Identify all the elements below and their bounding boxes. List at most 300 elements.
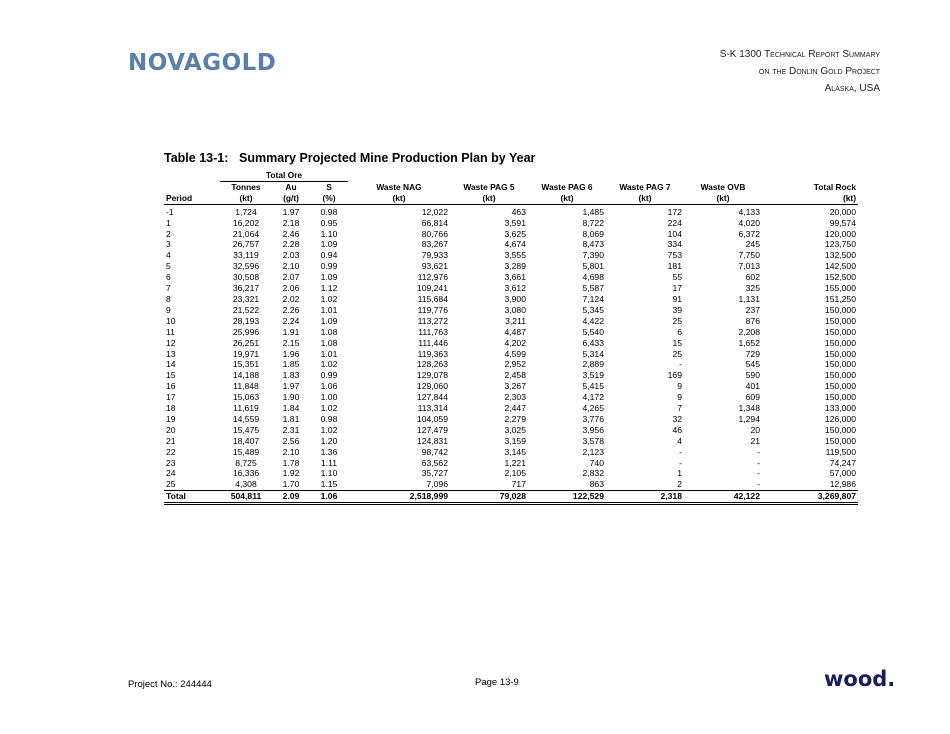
table-row [164,327,858,338]
value-cell: 3,776 [582,413,604,424]
value-cell: 5,801 [582,261,604,272]
value-cell: - [679,446,682,457]
value-cell: 5,587 [582,283,604,294]
value-cell: 2,447 [504,403,526,414]
period-cell: 6 [166,272,171,283]
value-cell: 80,766 [421,228,448,239]
table-row [164,283,858,294]
value-cell: 1.12 [320,283,338,294]
period-cell: 1 [166,217,171,228]
value-cell: 2,208 [738,326,760,337]
value-cell: 6 [677,326,682,337]
value-cell: 1.83 [282,370,300,381]
value-cell: 1.70 [282,479,300,490]
column-name: Waste PAG 6 [541,181,593,192]
column-name: Total Rock [813,181,856,192]
value-cell: 1.02 [320,359,338,370]
value-cell: 127,844 [416,392,448,403]
value-cell: 3,080 [504,304,526,315]
value-cell: 1,348 [738,403,760,414]
period-cell: 2 [166,228,171,239]
page-number: Page 13-9 [475,677,519,688]
value-cell: 0.94 [320,250,338,261]
period-cell: 15 [166,370,176,381]
value-cell: 7 [677,403,682,414]
value-cell: 2.10 [282,261,300,272]
header-row-units [164,193,858,204]
value-cell: 1.08 [320,337,338,348]
value-cell: 132,500 [824,250,856,261]
value-cell: 1.97 [282,206,300,217]
value-cell: 2,518,999 [348,491,450,504]
value-cell: 0.99 [320,370,338,381]
value-cell: 1.78 [282,457,300,468]
value-cell: 1.09 [320,272,338,283]
table-row [164,414,858,425]
value-cell: 6,433 [582,337,604,348]
value-cell: 14,188 [232,370,260,381]
column-unit: (kt) [762,193,858,204]
value-cell: 0.95 [320,217,338,228]
value-cell: 169 [667,370,682,381]
value-cell: 4,487 [504,326,526,337]
value-cell: - [757,446,760,457]
value-cell: 1.00 [320,392,338,403]
value-cell: 55 [672,272,682,283]
table-row [164,370,858,381]
value-cell: 1,485 [582,206,604,217]
value-cell: 28,193 [232,315,260,326]
value-cell: 3,267 [504,381,526,392]
value-cell: 21 [750,435,760,446]
value-cell: 15,063 [232,392,260,403]
value-cell: 2.18 [282,217,300,228]
value-cell: 4,674 [504,239,526,250]
value-cell: 3,159 [504,435,526,446]
value-cell: 2.02 [282,293,300,304]
value-cell: 1.36 [320,446,338,457]
table-title [164,151,535,165]
value-cell: 1.81 [282,413,300,424]
value-cell: 79,933 [421,250,448,261]
period-cell: 17 [166,392,176,403]
value-cell: 79,028 [450,491,528,504]
value-cell: 66,814 [421,217,448,228]
period-cell: 24 [166,468,176,479]
value-cell: 1,221 [504,457,526,468]
value-cell: 4,308 [235,479,257,490]
column-unit: (kt) [450,193,528,204]
value-cell: 113,314 [417,403,448,414]
column-unit: (kt) [606,193,684,204]
value-cell: 122,529 [528,491,606,504]
column-unit: (kt) [684,193,762,204]
value-cell: 602 [745,272,760,283]
novagold-logo: NOVAGOLD [128,50,277,76]
value-cell: 150,000 [824,304,856,315]
value-cell: 115,684 [417,293,448,304]
value-cell: 463 [511,206,526,217]
value-cell: 753 [667,250,682,261]
value-cell: 25 [672,348,682,359]
value-cell: 729 [745,348,760,359]
value-cell: 74,247 [829,457,856,468]
value-cell: 2.31 [282,424,300,435]
value-cell: 142,500 [824,261,856,272]
value-cell: 119,500 [825,446,856,457]
value-cell: 2,279 [504,413,526,424]
value-cell: 3,661 [504,272,526,283]
period-cell: 8 [166,293,171,304]
value-cell: 19,971 [232,348,260,359]
value-cell: 3,025 [504,424,526,435]
value-cell: 15,351 [232,359,260,370]
value-cell: 120,000 [824,228,856,239]
period-cell: 22 [166,446,176,457]
period-cell: 5 [166,261,171,272]
value-cell: 123,750 [824,239,856,250]
value-cell: 150,000 [824,424,856,435]
wood-logo: wood. [824,667,896,691]
value-cell: 7,390 [582,250,604,261]
value-cell: 1,724 [235,206,257,217]
value-cell: - [679,359,682,370]
total-row [164,491,858,504]
value-cell: 104 [667,228,682,239]
value-cell: 1.90 [282,392,300,403]
value-cell: 113,272 [417,315,448,326]
value-cell: 21,522 [232,304,260,315]
period-cell: 14 [166,359,176,370]
value-cell: 4,172 [582,392,604,403]
value-cell: 1 [677,468,682,479]
header-line-3: Alaska, USA [824,83,880,94]
value-cell: 4,133 [738,206,760,217]
value-cell: 91 [672,293,682,304]
value-cell: 127,479 [416,424,448,435]
value-cell: 1.10 [320,468,338,479]
value-cell: 150,000 [824,381,856,392]
value-cell: 111,763 [418,326,448,337]
value-cell: 8,722 [582,217,604,228]
value-cell: 109,241 [416,283,448,294]
column-name: Waste PAG 5 [463,181,515,192]
value-cell: 150,000 [824,348,856,359]
value-cell: 0.98 [320,413,338,424]
period-cell: 11 [166,326,175,337]
value-cell: 717 [511,479,526,490]
table-row [164,479,858,490]
value-cell: 1.09 [320,239,338,250]
value-cell: 1.09 [320,315,338,326]
value-cell: 590 [745,370,760,381]
value-cell: 740 [589,457,604,468]
period-cell: 7 [166,283,171,294]
value-cell: 2,123 [582,446,604,457]
value-cell: 16,336 [232,468,260,479]
value-cell: 2,458 [504,370,526,381]
period-cell: 4 [166,250,171,261]
value-cell: 1.06 [310,491,348,504]
value-cell: 4,698 [582,272,604,283]
value-cell: 5,415 [582,381,604,392]
value-cell: 35,727 [421,468,448,479]
value-cell: 9 [677,392,682,403]
value-cell: 5,345 [582,304,604,315]
value-cell: 1.01 [320,304,338,315]
value-cell: 150,000 [824,337,856,348]
value-cell: 1.02 [320,424,338,435]
value-cell: 8,473 [582,239,604,250]
value-cell: 39 [672,304,682,315]
value-cell: 20,000 [829,206,856,217]
period-cell: 25 [166,479,176,490]
column-unit: (kt) [348,193,450,204]
project-number: Project No.: 244444 [128,679,212,690]
value-cell: 2 [677,479,682,490]
value-cell: 3,145 [504,446,526,457]
period-cell: 18 [166,403,176,414]
value-cell: 25,996 [232,326,260,337]
value-cell: 33,119 [233,250,259,261]
table-row [164,436,858,447]
value-cell: 4,202 [504,337,526,348]
value-cell: 98,742 [421,446,448,457]
value-cell: 3,956 [582,424,604,435]
value-cell: 1.20 [320,435,338,446]
header-line-2: on the Donlin Gold Project [758,66,880,77]
column-unit: (kt) [220,193,272,204]
value-cell: 2,105 [504,468,526,479]
value-cell: 17 [672,283,682,294]
value-cell: 26,251 [232,337,260,348]
table-row [164,447,858,458]
value-cell: 1.10 [320,228,338,239]
table-row [164,359,858,370]
value-cell: 32,596 [232,261,260,272]
period-cell: 19 [166,413,176,424]
value-cell: 2.03 [282,250,300,261]
value-cell: 504,811 [220,491,272,504]
table-row [164,468,858,479]
table-row [164,338,858,349]
value-cell: 1,131 [738,293,760,304]
value-cell: 124,831 [416,435,448,446]
value-cell: 1.97 [282,381,300,392]
value-cell: 0.98 [320,206,338,217]
value-cell: 3,289 [504,261,526,272]
total-ore-group-header: Total Ore [220,170,348,181]
value-cell: 112,976 [417,272,448,283]
period-cell: Total [164,491,220,504]
value-cell: 150,000 [824,326,856,337]
value-cell: 0.99 [320,261,338,272]
value-cell: 2,832 [582,468,604,479]
value-cell: 3,519 [582,370,604,381]
table-row [164,425,858,436]
production-plan-table [164,170,858,505]
value-cell: 4,265 [582,403,604,414]
value-cell: 6,372 [738,228,760,239]
value-cell: 3,269,807 [762,491,858,504]
table-caption: Summary Projected Mine Production Plan by Year [239,151,536,165]
value-cell: 99,574 [829,217,856,228]
value-cell: 4 [677,435,682,446]
column-name: S [326,181,332,192]
value-cell: 2,889 [582,359,604,370]
value-cell: 609 [745,392,760,403]
table-row [164,218,858,229]
table-row [164,403,858,414]
value-cell: 150,000 [824,315,856,326]
value-cell: 18,407 [232,435,260,446]
table-row [164,261,858,272]
value-cell: 1,294 [738,413,760,424]
period-cell: 13 [166,348,176,359]
value-cell: - [757,468,760,479]
table-row [164,250,858,261]
value-cell: 21,064 [232,228,260,239]
value-cell: 4,422 [582,315,604,326]
value-cell: 32 [672,413,682,424]
value-cell: 2,952 [504,359,526,370]
value-cell: 1.11 [320,457,338,468]
value-cell: 1.02 [320,403,338,414]
table-row [164,458,858,469]
value-cell: 30,508 [232,272,260,283]
value-cell: 2.26 [282,304,300,315]
header-row-names [164,181,858,192]
value-cell: 2.10 [282,446,300,457]
value-cell: 3,211 [505,315,526,326]
value-cell: 57,000 [829,468,856,479]
value-cell: 2.15 [282,337,300,348]
value-cell: 545 [745,359,760,370]
value-cell: 12,986 [829,479,856,490]
value-cell: 14,559 [232,413,260,424]
value-cell: 1.84 [282,403,300,414]
value-cell: 863 [589,479,604,490]
value-cell: 25 [672,315,682,326]
value-cell: 3,591 [504,217,526,228]
value-cell: 334 [667,239,682,250]
value-cell: 1.85 [282,359,300,370]
table-row [164,305,858,316]
column-unit: (kt) [528,193,606,204]
value-cell: 4,599 [504,348,526,359]
value-cell: 5,540 [582,326,604,337]
value-cell: 11,848 [233,381,259,392]
value-cell: 15,475 [232,424,260,435]
value-cell: 2.24 [282,315,300,326]
value-cell: 20 [750,424,760,435]
value-cell: 129,060 [416,381,448,392]
column-name: Waste OVB [700,181,746,192]
period-cell: 9 [166,304,171,315]
value-cell: 876 [745,315,760,326]
value-cell: 5,314 [582,348,604,359]
value-cell: 237 [745,304,760,315]
column-name [164,181,220,192]
value-cell: 2.09 [272,491,310,504]
table-row [164,392,858,403]
value-cell: 152,500 [824,272,856,283]
period-cell: 23 [166,457,176,468]
table-row [164,204,858,217]
value-cell: 7,124 [582,293,604,304]
value-cell: 15,489 [232,446,260,457]
table-row [164,239,858,250]
value-cell: 2,303 [504,392,526,403]
value-cell: 129,078 [416,370,448,381]
value-cell: 1.91 [282,326,300,337]
value-cell: 150,000 [824,370,856,381]
value-cell: 3,625 [504,228,526,239]
value-cell: 325 [745,283,760,294]
value-cell: 172 [667,206,682,217]
value-cell: 150,000 [824,359,856,370]
value-cell: 2.56 [282,435,300,446]
value-cell: 1.92 [282,468,300,479]
value-cell: 3,612 [504,283,526,294]
value-cell: 245 [745,239,760,250]
period-cell: 21 [166,435,176,446]
column-name: Waste PAG 7 [619,181,671,192]
value-cell: 36,217 [232,283,260,294]
value-cell: 8,069 [582,228,604,239]
value-cell: 119,776 [417,304,448,315]
value-cell: 7,096 [426,479,448,490]
value-cell: 1.02 [320,293,338,304]
value-cell: 119,363 [417,348,448,359]
value-cell: 46 [672,424,682,435]
value-cell: 83,267 [421,239,448,250]
value-cell: 150,000 [824,392,856,403]
table-body [164,204,858,503]
value-cell: 16,202 [232,217,260,228]
value-cell: 1.96 [282,348,300,359]
value-cell: 1.01 [320,348,338,359]
column-name: Tonnes [231,181,261,192]
value-cell: 401 [745,381,760,392]
value-cell: 111,446 [418,337,448,348]
column-name: Waste NAG [376,181,422,192]
value-cell: 150,000 [824,435,856,446]
value-cell: 7,013 [738,261,760,272]
value-cell: 15 [672,337,682,348]
value-cell: 26,757 [232,239,260,250]
table-row [164,349,858,360]
value-cell: 1.08 [320,326,338,337]
column-name: Au [285,181,297,192]
period-cell: 16 [166,381,176,392]
value-cell: 2.07 [282,272,300,283]
value-cell: 3,900 [504,293,526,304]
value-cell: 3,578 [582,435,604,446]
value-cell: 1.15 [320,479,338,490]
value-cell: 128,263 [416,359,448,370]
value-cell: 126,000 [824,413,856,424]
value-cell: 8,725 [235,457,257,468]
value-cell: 133,000 [824,403,856,414]
value-cell: 4,020 [738,217,760,228]
value-cell: 1.06 [320,381,338,392]
table-row [164,381,858,392]
value-cell: 2.06 [282,283,300,294]
period-cell: 12 [166,337,176,348]
column-unit: (%) [310,193,348,204]
period-cell: -1 [166,206,174,217]
